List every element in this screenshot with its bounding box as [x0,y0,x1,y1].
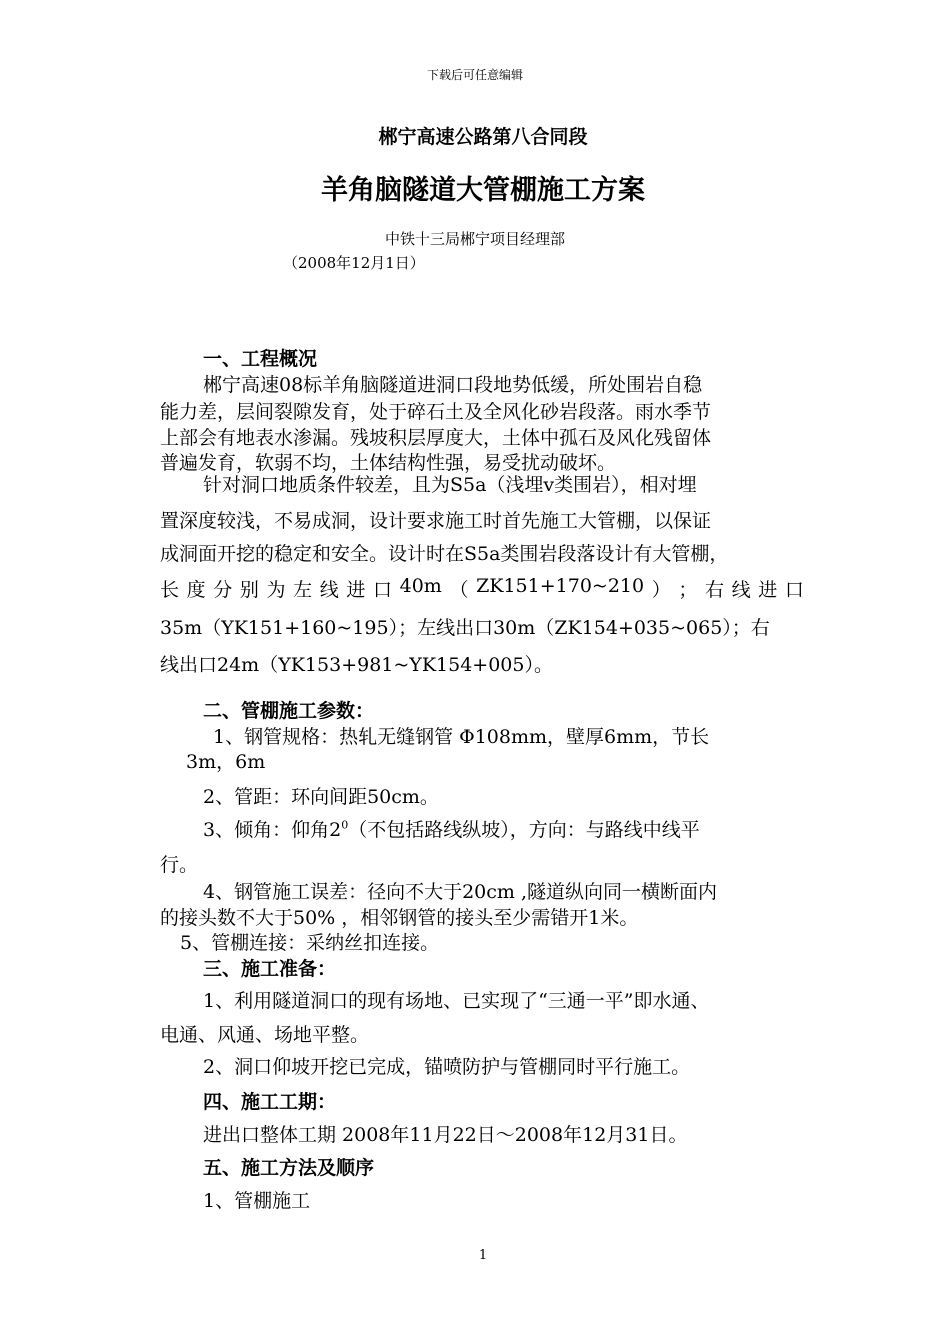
section-4-heading: 四、施工工期： [203,1091,337,1113]
document-title: 羊角脑隧道大管棚施工方案 [321,175,645,206]
section-1-heading: 一、工程概况 [203,348,318,370]
section-2-item-2: 2、管距：环向间距50cm。 [203,786,439,808]
section-1-line-10: 线出口24m（YK153+981~YK154+005）。 [160,654,553,676]
section-2-item-5: 5、管棚连接：采纳丝扣连接。 [180,932,440,954]
section-5-heading: 五、施工方法及顺序 [203,1157,375,1179]
section-3-item-1b: 电通、风通、场地平整。 [160,1024,370,1046]
section-1-line-3: 上部会有地表水渗漏。残坡积层厚度大，土体中孤石及风化残留体 [160,427,712,449]
section-1-line-9: 35m（YK151+160~195）；左线出口30m（ZK154+035~065）；右 [160,617,770,639]
section-3-heading: 三、施工准备： [203,958,337,980]
section-1-line-4: 普遍发育，软弱不均，土体结构性强，易受扰动破坏。 [160,452,617,474]
section-3-item-2: 2、洞口仰坡开挖已完成，锚喷防护与管棚同时平行施工。 [203,1056,691,1078]
page-number: 1 [478,1248,488,1263]
section-2-item-4a: 4、钢管施工误差：径向不大于20cm ,隧道纵向同一横断面内 [203,881,718,903]
section-1-line-5: 针对洞口地质条件较差，且为S5a（浅埋ⅴ类围岩），相对埋 [203,474,697,496]
document-date: （2008年12月1日） [283,254,425,272]
organization-title: 郴宁高速公路第八合同段 [378,126,588,148]
section-1-line-2: 能力差，层间裂隙发育，处于碎石土及全风化砂岩段落。雨水季节 [160,401,712,423]
section-2-item-1b: 3m，6m [186,751,266,773]
section-2-item-3a: 3、倾角：仰角$2^0$（不包括路线纵坡），方向：与路线中线平 [203,818,700,841]
section-3-item-1a: 1、利用隧道洞口的现有场地、已实现了“三通一平”即水通、 [203,990,710,1012]
section-1-line-8: 长 度 分 别 为 左 线 进 口 40m （ ZK151+170~210 ） ； 右 线 进 口 [160,575,804,601]
section-4-text: 进出口整体工期 2008年11月22日～2008年12月31日。 [203,1124,688,1146]
page-header-note: 下载后可任意编辑 [426,68,523,82]
department-name: 中铁十三局郴宁项目经理部 [385,230,566,248]
section-5-item-1: 1、管棚施工 [203,1190,311,1212]
section-2-heading: 二、管棚施工参数： [203,700,375,722]
section-2-item-3b: 行。 [160,854,199,876]
section-1-line-6: 置深度较浅，不易成洞，设计要求施工时首先施工大管棚，以保证 [160,510,712,532]
section-1-line-1: 郴宁高速08标羊角脑隧道进洞口段地势低缓，所处围岩自稳 [203,374,703,396]
section-1-line-7: 成洞面开挖的稳定和安全。设计时在S5a类围岩段落设计有大管棚， [160,543,729,565]
section-2-item-4b: 的接头数不大于50% ，相邻钢管的接头至少需错开1米。 [160,907,639,929]
section-2-item-1a: 1、钢管规格：热轧无缝钢管 Φ108mm，壁厚6mm，节长 [213,726,710,748]
